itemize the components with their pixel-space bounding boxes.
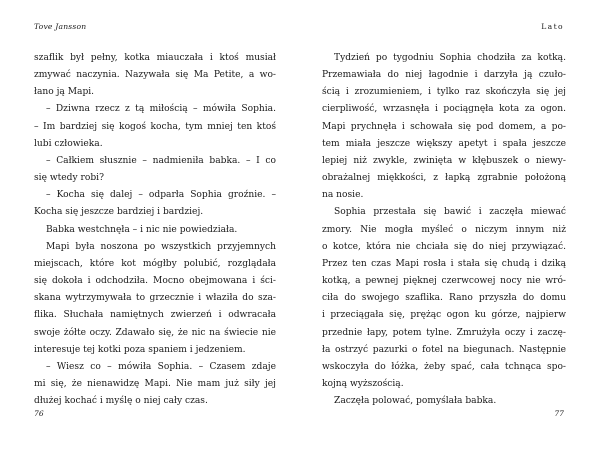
text-line: wskoczyła do łóżka, żeby spać, cała tchnąca spo- — [322, 361, 566, 372]
text-line: – Całkiem słusznie – nadmieniła babka. – I co — [46, 155, 276, 166]
text-line: Mapi prychnęła i schowała się pod domem, a po- — [322, 121, 566, 132]
running-head-title: Lato — [541, 22, 564, 31]
text-line: się wtedy robi? — [34, 173, 104, 184]
text-line: kotką, a pewnej pięknej czerwcowej nocy nie wró- — [322, 276, 566, 287]
left-page-text — [34, 50, 276, 410]
text-line: Przez ten czas Mapi rosła i stała się chudą i dziką — [322, 258, 566, 269]
text-line: i przeciągała się, prężąc ogon ku górze, najpierw — [322, 310, 566, 321]
text-line: łano ją Mapi. — [34, 87, 95, 98]
text-line: miejscach, które kot mógłby polubić, rozglądała — [34, 258, 276, 269]
text-line: lepiej niż zwykle, zwinięta w kłębuszek o niewy- — [322, 155, 566, 166]
text-line: zmory. Nie mogła myśleć o niczym innym niż — [322, 224, 566, 235]
text-line: ła ostrzyć pazurki o fotel na biegunach. Następnie — [322, 344, 566, 355]
text-line: flika. Słuchała namiętnych zwierzeń i odwracała — [34, 310, 276, 321]
text-line: ścią i zrozumieniem, i tylko raz skończyła się jej — [322, 87, 566, 98]
right-page — [300, 0, 600, 455]
text-line: swoje żółte oczy. Zdawało się, że nic na świecie nie — [34, 327, 276, 338]
text-line: cierpliwość, wrzasnęła i pociągnęła kota za ogon. — [322, 104, 566, 115]
text-line: ciła do swojego szaflika. Rano przyszła do domu — [322, 293, 566, 304]
text-line: przednie łapy, potem tylne. Zmrużyła oczy i zaczę- — [322, 327, 566, 338]
text-line: na nosie. — [322, 190, 364, 201]
text-line: kojną wyższością. — [322, 378, 404, 389]
text-line: lubi człowieka. — [34, 138, 103, 149]
text-line: – Im bardziej się kogoś kocha, tym mniej ten ktoś — [34, 121, 276, 132]
text-line: Mapi była noszona po wszystkich przyjemnych — [46, 241, 276, 252]
text-line: – Kocha się dalej – odparła Sophia groźnie. – — [46, 190, 276, 201]
text-line: Kocha się jeszcze bardziej i bardziej. — [34, 207, 204, 218]
text-line: obrażalnej miękkości, z łapką zgrabnie położoną — [322, 173, 566, 184]
right-page-text — [322, 50, 566, 410]
text-line: tem miała jeszcze większy apetyt i spała jeszcze — [322, 138, 566, 149]
text-line: zmywać naczynia. Nazywała się Ma Petite, a wo- — [34, 70, 276, 81]
text-line: Tydzień po tygodniu Sophia chodziła za kotką. — [334, 53, 566, 63]
text-line: Babka westchnęła – i nic nie powiedziała. — [46, 224, 238, 235]
text-line: dłużej kochać i myślę o niej cały czas. — [34, 396, 208, 407]
page-number-right: 77 — [554, 409, 564, 418]
text-line: – Dziwna rzecz z tą miłością – mówiła Sophia. — [46, 104, 276, 115]
running-head-author: Tove Jansson — [34, 22, 87, 31]
text-line: skana wytrzymywała to grzecznie i właziła do sza- — [34, 293, 276, 304]
text-line: mi się, że nienawidzę Mapi. Nie mam już siły jej — [34, 378, 276, 389]
text-line: Przemawiała do niej łagodnie i darzyła ją czuło- — [322, 70, 566, 81]
text-line: interesuje tej kotki poza spaniem i jedzeniem. — [34, 344, 246, 355]
text-line: Zaczęła polować, pomyślała babka. — [334, 396, 497, 407]
text-line: Sophia przestała się bawić i zaczęła miewać — [334, 207, 566, 218]
text-line: się dokoła i odchodziła. Mocno obejmowana i ści- — [34, 276, 276, 287]
text-line: – Wiesz co – mówiła Sophia. – Czasem zdaje — [46, 361, 276, 372]
page-number-left: 76 — [34, 409, 44, 418]
text-line: o kotce, która nie chciała się do niej przywiązać. — [322, 241, 566, 252]
text-line: szaflik był pełny, kotka miauczała i ktoś musiał — [34, 53, 276, 63]
